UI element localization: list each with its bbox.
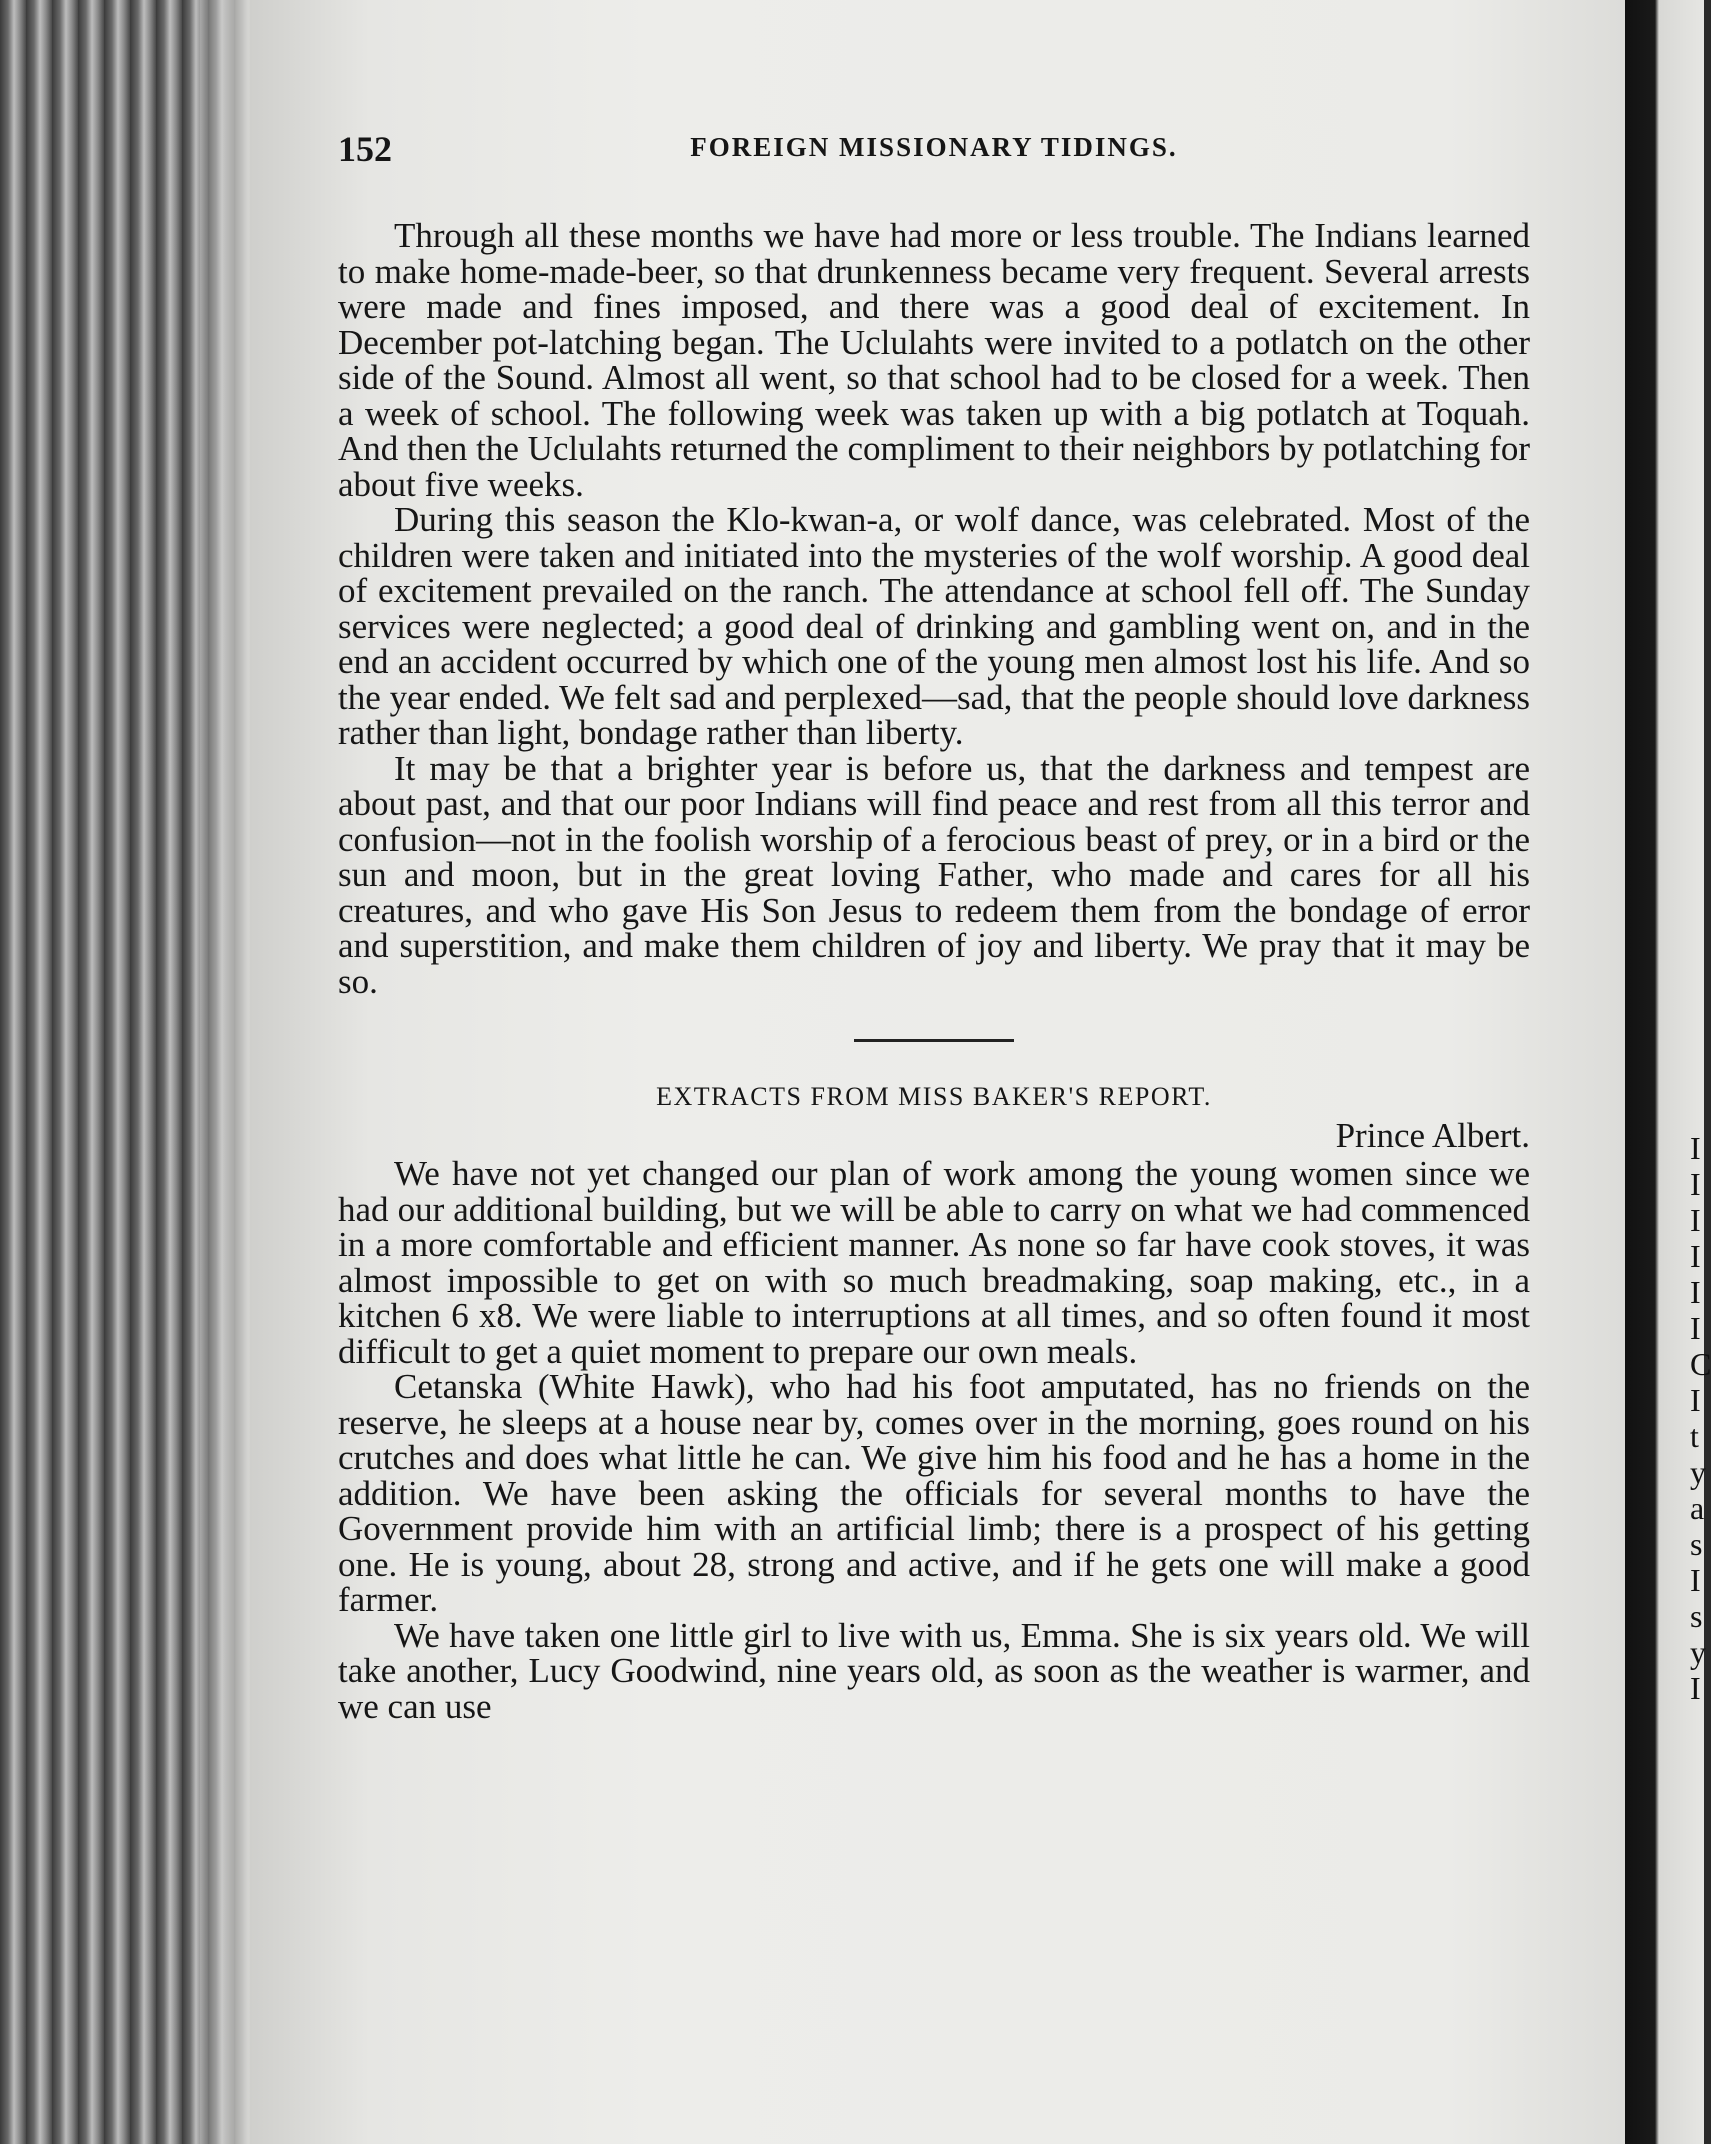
running-head [338,128,1530,178]
section-divider [854,1039,1014,1042]
paragraph: Cetanska (White Hawk), who had his foot amputated, has no friends on the reserve, he sleeps at a house near by, comes over in the morning, goes round on his crutches and does what little he can. We give him his food and he has a home in the addition. We have been asking the officials for several months to have the Government provide him with an artificial limb; there is a prospect of his getting one. He is young, about 28, strong and active, and if he gets one will make a good farmer. [338,1367,1530,1619]
page-number: 152 [338,129,392,169]
paragraph: It may be that a brighter year is before us, that the darkness and tempest are about past, and that our poor Indians will find peace and rest from all this terror and confusion—not in the foolish worship of a ferocious beast of prey, or in a bird or the sun and moon, but in the great loving Father, who made and cares for all his creatures, and who gave His Son Jesus to redeem them from the bondage of error and superstition, and make them children of joy and liberty. We pray that it may be so. [338,748,1530,1001]
book-spine [1625,0,1711,2144]
paragraph: Through all these months we have had more or less trouble. The Indians learned to make home-made-beer, so that drunkenness became very frequent. Several arrests were made and fines imposed, and there was a good deal of excitement. In December pot-latching began. The Uclulahts were invited to a potlatch on the other side of the Sound. Almost all went, so that school had to be closed for a week. Then a week of school. The following week was taken up with a big potlatch at Toquah. And then the Uclulahts returned the compliment to their neighbors by potlatching for about five weeks. [338,216,1530,504]
journal-title: FOREIGN MISSIONARY TIDINGS. [690,132,1178,162]
section-title: EXTRACTS FROM MISS BAKER'S REPORT. [656,1082,1212,1111]
paragraph: During this season the Klo-kwan-a, or wolf dance, was celebrated. Most of the children were taken and initiated into the mysteries of the wolf worship. A good deal of excitement prevailed on the ranch. The attendance at school fell off. The Sunday services were neglected; a good deal of drinking and gambling went on, and in the end an accident occurred by which one of the young men almost lost his life. And so the year ended. We felt sad and perplexed—sad, that the people should love darkness rather than light, bondage rather than liberty. [338,500,1530,752]
dateline: Prince Albert. [1335,1116,1530,1155]
page-text [338,128,1530,1724]
facing-page-edge-text: I I I I I I C I t y a s I s y I [1690,1130,1711,1706]
paragraph: We have taken one little girl to live with us, Emma. She is six years old. We will take another, Lucy Goodwind, nine years old, as soon as the weather is warmer, and we can use [338,1615,1530,1726]
paragraph: We have not yet changed our plan of work among the young women since we had our additional building, but we will be able to carry on what we had commenced in a more comfortable and efficient manner. As none so far have cook stoves, it was almost impossible to get on with so much breadmaking, soap making, etc., in a kitchen 6 x8. We were liable to interruptions at all times, and so often found it most difficult to get a quiet moment to prepare our own meals. [338,1154,1530,1371]
